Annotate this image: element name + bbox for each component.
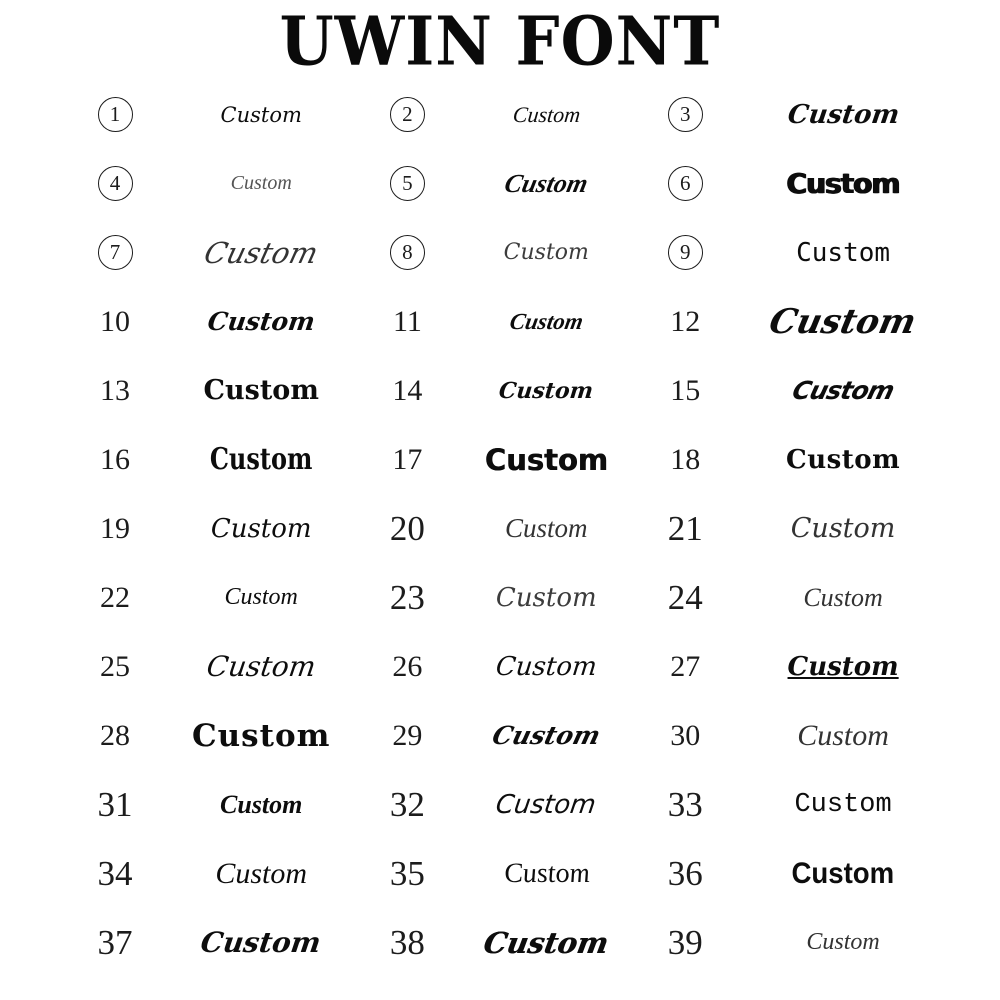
- font-sample-cell: [364, 218, 642, 287]
- sample-number: 19: [100, 511, 130, 545]
- sample-number: 21: [667, 509, 703, 549]
- sample-number-wrap: [642, 442, 728, 476]
- sample-text-wrap: [728, 302, 958, 342]
- sample-text-wrap: [450, 240, 642, 265]
- sample-number: 12: [670, 304, 701, 338]
- font-sample-text: Custom: [210, 513, 312, 544]
- sample-number-wrap: [72, 442, 158, 476]
- sample-text-wrap: [158, 375, 364, 406]
- sample-text-wrap: [728, 376, 958, 405]
- font-sample-cell: [642, 218, 958, 287]
- sample-number-wrap: [364, 97, 450, 132]
- font-sample-cell: [364, 770, 642, 839]
- sample-number: 8: [390, 235, 425, 270]
- sample-text-wrap: [450, 443, 642, 477]
- font-sample-cell: [364, 632, 642, 701]
- font-sample-text: Custom: [797, 718, 889, 752]
- sample-number: 30: [670, 718, 701, 752]
- sample-number: 13: [100, 373, 130, 407]
- sample-text-wrap: [728, 719, 958, 753]
- font-sample-text: Custom: [786, 167, 900, 201]
- sample-number: 1: [98, 97, 133, 132]
- sample-number: 31: [97, 785, 133, 825]
- font-sample-text: Custom: [503, 240, 589, 266]
- font-sample-cell: [642, 632, 958, 701]
- font-sample-text: Custom: [220, 102, 302, 127]
- sample-number: 2: [390, 97, 425, 132]
- font-sample-cell: [364, 80, 642, 149]
- font-sample-text: Custom: [203, 375, 319, 407]
- font-sample-cell: [72, 356, 364, 425]
- font-sample-text: Custom: [204, 650, 318, 684]
- font-sample-cell: [72, 632, 364, 701]
- sample-number-wrap: [72, 511, 158, 545]
- sample-number-wrap: [642, 97, 728, 132]
- sample-number: 22: [100, 580, 130, 614]
- font-sample-text: Custom: [230, 172, 292, 195]
- sample-text-wrap: [158, 236, 364, 270]
- sample-text-wrap: [450, 583, 642, 613]
- font-sample-text: Custom: [484, 442, 608, 477]
- sample-number: 15: [670, 373, 701, 407]
- sample-number-wrap: [72, 923, 158, 963]
- font-sample-cell: [364, 149, 642, 218]
- font-sample-text: Custom: [494, 789, 599, 820]
- sample-text-wrap: [158, 172, 364, 195]
- font-sample-text: Custom: [494, 651, 599, 682]
- font-sample-text: Custom: [796, 237, 891, 268]
- sample-number-wrap: [642, 649, 728, 683]
- font-sample-text: Custom: [766, 301, 920, 342]
- sample-number: 33: [667, 785, 703, 825]
- sample-number: 5: [390, 166, 425, 201]
- sample-text-wrap: [728, 100, 958, 130]
- sample-number-wrap: [72, 854, 158, 894]
- sample-text-wrap: [450, 309, 642, 335]
- font-sample-text: Custom: [790, 513, 896, 545]
- font-sample-cell: [364, 839, 642, 908]
- sample-number-wrap: [642, 854, 728, 894]
- sample-number: 14: [392, 373, 423, 407]
- sample-number: 37: [97, 923, 133, 963]
- font-sample-text: Custom: [199, 926, 324, 960]
- sample-number: 36: [667, 854, 703, 894]
- sample-text-wrap: [158, 514, 364, 544]
- font-sample-text: Custom: [789, 376, 897, 406]
- sample-number: 20: [389, 509, 425, 549]
- sample-text-wrap: [450, 102, 642, 128]
- sample-number: 35: [389, 854, 425, 894]
- sample-text-wrap: [728, 652, 958, 682]
- sample-number-wrap: [642, 235, 728, 270]
- sample-number-wrap: [364, 442, 450, 476]
- sample-number-wrap: [364, 509, 450, 549]
- font-sample-cell: [364, 908, 642, 977]
- sample-number: 17: [392, 442, 423, 476]
- sample-number-wrap: [72, 580, 158, 614]
- sample-text-wrap: [728, 857, 958, 891]
- font-sample-text: Custom: [200, 235, 322, 270]
- sample-text-wrap: [728, 790, 958, 820]
- sample-number: 16: [100, 442, 130, 476]
- font-sample-text: Custom: [481, 925, 612, 960]
- sample-text-wrap: [158, 307, 364, 336]
- sample-number-wrap: [72, 373, 158, 407]
- font-sample-text: Custom: [502, 168, 591, 198]
- sample-number-wrap: [364, 923, 450, 963]
- font-sample-cell: [72, 563, 364, 632]
- font-sample-cell: [72, 908, 364, 977]
- font-sample-text: Custom: [205, 307, 317, 337]
- sample-number: 26: [392, 649, 423, 683]
- font-sample-text: Custom: [786, 444, 901, 475]
- font-samples-grid: [0, 80, 1000, 977]
- sample-text-wrap: [450, 790, 642, 820]
- font-sample-cell: [72, 494, 364, 563]
- font-sample-text: Custom: [495, 582, 597, 613]
- font-sample-text: Custom: [224, 584, 298, 611]
- sample-text-wrap: [450, 858, 642, 890]
- sample-text-wrap: [728, 513, 958, 544]
- sample-text-wrap: [728, 583, 958, 613]
- font-sample-text: Custom: [497, 377, 595, 404]
- font-sample-cell: [642, 149, 958, 218]
- sample-text-wrap: [450, 513, 642, 544]
- sample-number: 23: [389, 578, 425, 618]
- sample-number: 27: [670, 649, 701, 683]
- sample-text-wrap: [450, 926, 642, 960]
- font-sample-text: Custom: [794, 789, 892, 820]
- sample-number: 32: [389, 785, 425, 825]
- sample-text-wrap: [728, 445, 958, 475]
- sample-number-wrap: [72, 166, 158, 201]
- font-sample-text: Custom: [787, 651, 899, 682]
- sample-number-wrap: [364, 304, 450, 338]
- font-sample-text: Custom: [215, 856, 308, 890]
- font-sample-cell: [642, 425, 958, 494]
- sample-text-wrap: [450, 378, 642, 404]
- sample-number-wrap: [364, 649, 450, 683]
- font-sample-text: Custom: [191, 717, 331, 754]
- sample-text-wrap: [158, 926, 364, 959]
- sample-number: 3: [668, 97, 703, 132]
- font-sample-cell: [72, 701, 364, 770]
- sample-number-wrap: [364, 785, 450, 825]
- sample-text-wrap: [158, 442, 364, 477]
- sample-text-wrap: [450, 721, 642, 750]
- sample-number-wrap: [642, 578, 728, 618]
- font-sample-text: Custom: [501, 857, 591, 889]
- sample-number-wrap: [72, 97, 158, 132]
- font-sample-text: Custom: [806, 929, 880, 956]
- sample-number-wrap: [364, 854, 450, 894]
- font-sample-text: Custom: [803, 582, 883, 612]
- sample-text-wrap: [728, 238, 958, 268]
- font-sample-text: Custom: [220, 789, 303, 819]
- sample-number: 24: [667, 578, 703, 618]
- sample-text-wrap: [158, 857, 364, 891]
- font-sample-cell: [364, 287, 642, 356]
- sample-number-wrap: [364, 578, 450, 618]
- font-sample-cell: [72, 80, 364, 149]
- sample-number: 10: [100, 304, 130, 338]
- sample-number-wrap: [72, 785, 158, 825]
- font-sample-cell: [72, 287, 364, 356]
- sample-number: 34: [97, 854, 133, 894]
- sample-text-wrap: [728, 167, 958, 200]
- font-sample-cell: [642, 908, 958, 977]
- font-sample-cell: [642, 770, 958, 839]
- font-sample-cell: [642, 356, 958, 425]
- sample-text-wrap: [158, 103, 364, 127]
- sample-text-wrap: [158, 650, 364, 683]
- sample-number: 29: [392, 718, 423, 752]
- font-sample-cell: [364, 356, 642, 425]
- sample-number: 28: [100, 718, 130, 752]
- sample-text-wrap: [158, 584, 364, 611]
- sample-text-wrap: [450, 652, 642, 682]
- font-sample-text: Custom: [489, 721, 604, 751]
- sample-text-wrap: [728, 929, 958, 956]
- sample-number: 9: [668, 235, 703, 270]
- font-sample-cell: [642, 563, 958, 632]
- sample-number-wrap: [72, 649, 158, 683]
- sample-number-wrap: [364, 166, 450, 201]
- sample-number: 38: [389, 923, 425, 963]
- font-sample-text: Custom: [209, 442, 313, 478]
- sample-text-wrap: [158, 718, 364, 754]
- font-sample-cell: [72, 218, 364, 287]
- sample-number-wrap: [364, 373, 450, 407]
- font-sample-cell: [364, 563, 642, 632]
- sample-number-wrap: [642, 923, 728, 963]
- font-sample-cell: [642, 839, 958, 908]
- font-sample-cell: [364, 494, 642, 563]
- font-sample-text: Custom: [511, 101, 582, 127]
- sample-number-wrap: [72, 235, 158, 270]
- sample-number-wrap: [642, 785, 728, 825]
- font-sample-cell: [72, 770, 364, 839]
- font-sample-text: Custom: [785, 99, 901, 130]
- font-sample-cell: [72, 839, 364, 908]
- sample-number-wrap: [72, 718, 158, 752]
- sample-number-wrap: [364, 718, 450, 752]
- font-sample-text: Custom: [791, 856, 895, 890]
- font-sample-cell: [642, 701, 958, 770]
- font-sample-cell: [642, 80, 958, 149]
- sample-number: 11: [392, 304, 422, 338]
- sample-number: 18: [670, 442, 701, 476]
- sample-number-wrap: [364, 235, 450, 270]
- sample-number: 39: [667, 923, 703, 963]
- sample-number-wrap: [72, 304, 158, 338]
- sample-text-wrap: [158, 790, 364, 820]
- sample-number-wrap: [642, 304, 728, 338]
- sample-number: 6: [668, 166, 703, 201]
- sample-number: 7: [98, 235, 133, 270]
- font-sample-cell: [364, 425, 642, 494]
- font-sample-cell: [642, 287, 958, 356]
- font-sample-cell: [364, 701, 642, 770]
- sample-text-wrap: [450, 169, 642, 199]
- font-sample-cell: [72, 425, 364, 494]
- page-title: UWIN FONT: [279, 2, 721, 81]
- sample-number-wrap: [642, 373, 728, 407]
- sample-number-wrap: [642, 166, 728, 201]
- sample-number-wrap: [642, 718, 728, 752]
- sample-number-wrap: [642, 509, 728, 549]
- font-sample-cell: [72, 149, 364, 218]
- font-sample-text: Custom: [505, 513, 588, 544]
- sample-number: 25: [100, 649, 130, 683]
- font-sample-text: Custom: [507, 308, 586, 334]
- font-sample-cell: [642, 494, 958, 563]
- sample-number: 4: [98, 166, 133, 201]
